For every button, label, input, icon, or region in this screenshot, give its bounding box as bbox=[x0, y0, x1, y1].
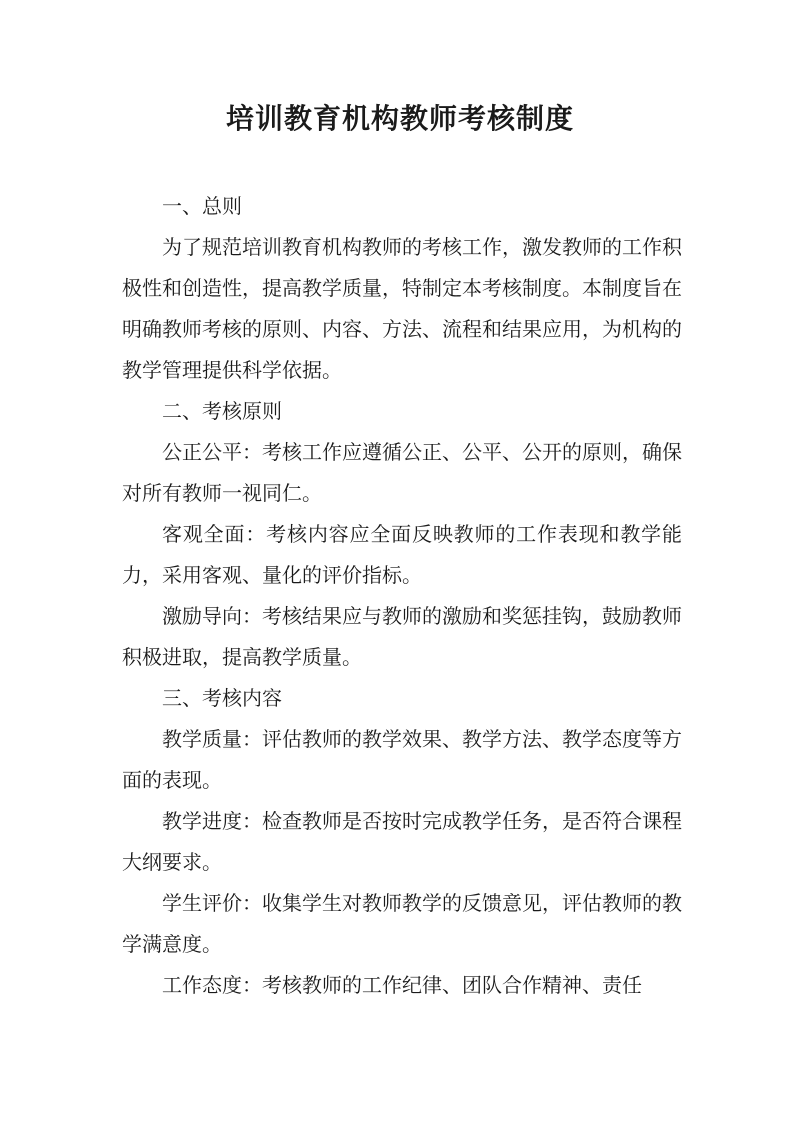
paragraph-general-intro: 为了规范培训教育机构教师的考核工作，激发教师的工作积极性和创造性，提高教学质量，特制定本考核制度。本制度旨在明确教师考核的原则、内容、方法、流程和结果应用，为机构的教学管理提供科学依据。 bbox=[122, 235, 682, 382]
paragraph-content-teaching-quality: 教学质量：评估教师的教学效果、教学方法、教学态度等方面的表现。 bbox=[122, 727, 682, 792]
section-heading-principles: 二、考核原则 bbox=[162, 399, 282, 423]
paragraph-principle-fairness: 公正公平：考核工作应遵循公正、公平、公开的原则，确保对所有教师一视同仁。 bbox=[122, 440, 682, 505]
section-heading-general: 一、总则 bbox=[162, 194, 242, 218]
document-body bbox=[122, 186, 682, 1006]
paragraph-principle-objectivity: 客观全面：考核内容应全面反映教师的工作表现和教学能力，采用客观、量化的评价指标。 bbox=[122, 522, 682, 587]
paragraph-content-teaching-progress: 教学进度：检查教师是否按时完成教学任务，是否符合课程大纲要求。 bbox=[122, 809, 682, 874]
paragraph-content-work-attitude: 工作态度：考核教师的工作纪律、团队合作精神、责任 bbox=[162, 973, 642, 997]
paragraph-content-student-evaluation: 学生评价：收集学生对教师教学的反馈意见，评估教师的教学满意度。 bbox=[122, 891, 682, 956]
paragraph-principle-incentive: 激励导向：考核结果应与教师的激励和奖惩挂钩，鼓励教师积极进取，提高教学质量。 bbox=[122, 604, 682, 669]
document-title: 培训教育机构教师考核制度 bbox=[225, 102, 574, 135]
section-heading-content: 三、考核内容 bbox=[162, 686, 282, 710]
